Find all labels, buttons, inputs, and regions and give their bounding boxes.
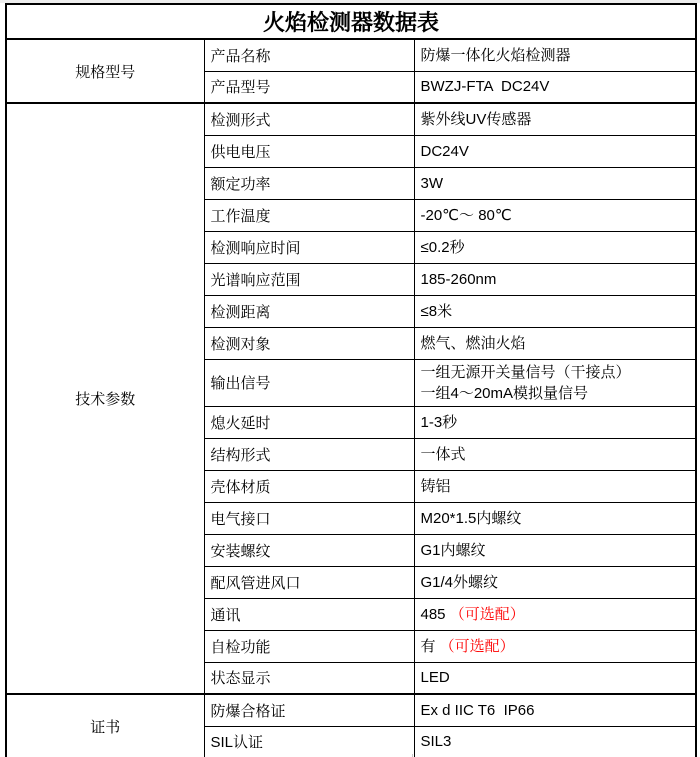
value-text: BWZJ-FTA DC24V xyxy=(420,78,550,96)
param-label: 输出信号 xyxy=(204,359,414,406)
param-value xyxy=(414,630,696,662)
param-label: 检测对象 xyxy=(204,327,414,359)
param-label: 安装螺纹 xyxy=(204,534,414,566)
param-label: 产品名称 xyxy=(204,39,414,71)
table-row xyxy=(6,39,696,71)
param-label: 壳体材质 xyxy=(204,470,414,502)
value-text: ≤8米 xyxy=(420,302,453,320)
param-value xyxy=(414,359,696,406)
section-label-certificate: 证书 xyxy=(6,694,204,757)
param-value xyxy=(414,694,696,726)
value-text: DC24V xyxy=(420,142,469,160)
param-value xyxy=(414,406,696,438)
value-text: LED xyxy=(420,669,450,687)
param-label: 配风管进风口 xyxy=(204,566,414,598)
param-value xyxy=(414,327,696,359)
param-value xyxy=(414,566,696,598)
param-value xyxy=(414,71,696,103)
param-label: 检测形式 xyxy=(204,103,414,135)
value-text: Ex d IIC T6 IP66 xyxy=(420,701,535,719)
value-text: 一体式 xyxy=(420,445,466,463)
flame-detector-spec-table xyxy=(5,3,697,757)
section-label-tech-params: 技术参数 xyxy=(6,103,204,694)
value-text: 1-3秒 xyxy=(420,413,458,431)
section-label-spec-model: 规格型号 xyxy=(6,39,204,103)
param-value xyxy=(414,438,696,470)
param-label: 状态显示 xyxy=(204,662,414,694)
param-value xyxy=(414,199,696,231)
param-label: 结构形式 xyxy=(204,438,414,470)
value-text: G1内螺纹 xyxy=(420,541,486,559)
param-value xyxy=(414,39,696,71)
value-text: 3W xyxy=(420,174,443,192)
param-value xyxy=(414,726,696,757)
value-text: 185-260nm xyxy=(420,270,497,288)
param-label: 检测距离 xyxy=(204,295,414,327)
param-value xyxy=(414,167,696,199)
table-row xyxy=(6,694,696,726)
title-row xyxy=(6,4,696,39)
value-text: 燃气、燃油火焰 xyxy=(420,334,526,352)
value-text: 一组4～20mA模拟量信号 xyxy=(420,384,589,402)
param-label: SIL认证 xyxy=(204,726,414,757)
param-value xyxy=(414,263,696,295)
value-text: M20*1.5内螺纹 xyxy=(420,509,522,527)
table-row xyxy=(6,103,696,135)
param-label: 额定功率 xyxy=(204,167,414,199)
param-label: 产品型号 xyxy=(204,71,414,103)
param-value xyxy=(414,295,696,327)
param-label: 检测响应时间 xyxy=(204,231,414,263)
param-label: 熄火延时 xyxy=(204,406,414,438)
param-label: 工作温度 xyxy=(204,199,414,231)
value-text: 485 xyxy=(420,605,450,623)
param-value xyxy=(414,135,696,167)
value-text: 防爆一体化火焰检测器 xyxy=(420,46,571,64)
value-text: 有 xyxy=(420,637,440,655)
value-text: SIL3 xyxy=(420,733,452,751)
param-value xyxy=(414,662,696,694)
param-value xyxy=(414,231,696,263)
param-value xyxy=(414,502,696,534)
param-label: 通讯 xyxy=(204,598,414,630)
param-label: 自检功能 xyxy=(204,630,414,662)
table-title: 火焰检测器数据表 xyxy=(6,4,696,39)
value-text: 一组无源开关量信号（干接点） xyxy=(420,363,631,381)
value-text: -20℃～ 80℃ xyxy=(420,206,512,224)
param-value xyxy=(414,534,696,566)
param-value xyxy=(414,470,696,502)
value-text: ≤0.2秒 xyxy=(420,238,465,256)
param-value xyxy=(414,103,696,135)
optional-marker: （可选配） xyxy=(449,605,525,623)
param-value xyxy=(414,598,696,630)
value-text: G1/4外螺纹 xyxy=(420,573,499,591)
optional-marker: （可选配） xyxy=(439,637,515,655)
param-label: 防爆合格证 xyxy=(204,694,414,726)
param-label: 供电电压 xyxy=(204,135,414,167)
param-label: 光谱响应范围 xyxy=(204,263,414,295)
value-text: 铸铝 xyxy=(420,477,451,495)
param-label: 电气接口 xyxy=(204,502,414,534)
value-text: 紫外线UV传感器 xyxy=(420,110,532,128)
